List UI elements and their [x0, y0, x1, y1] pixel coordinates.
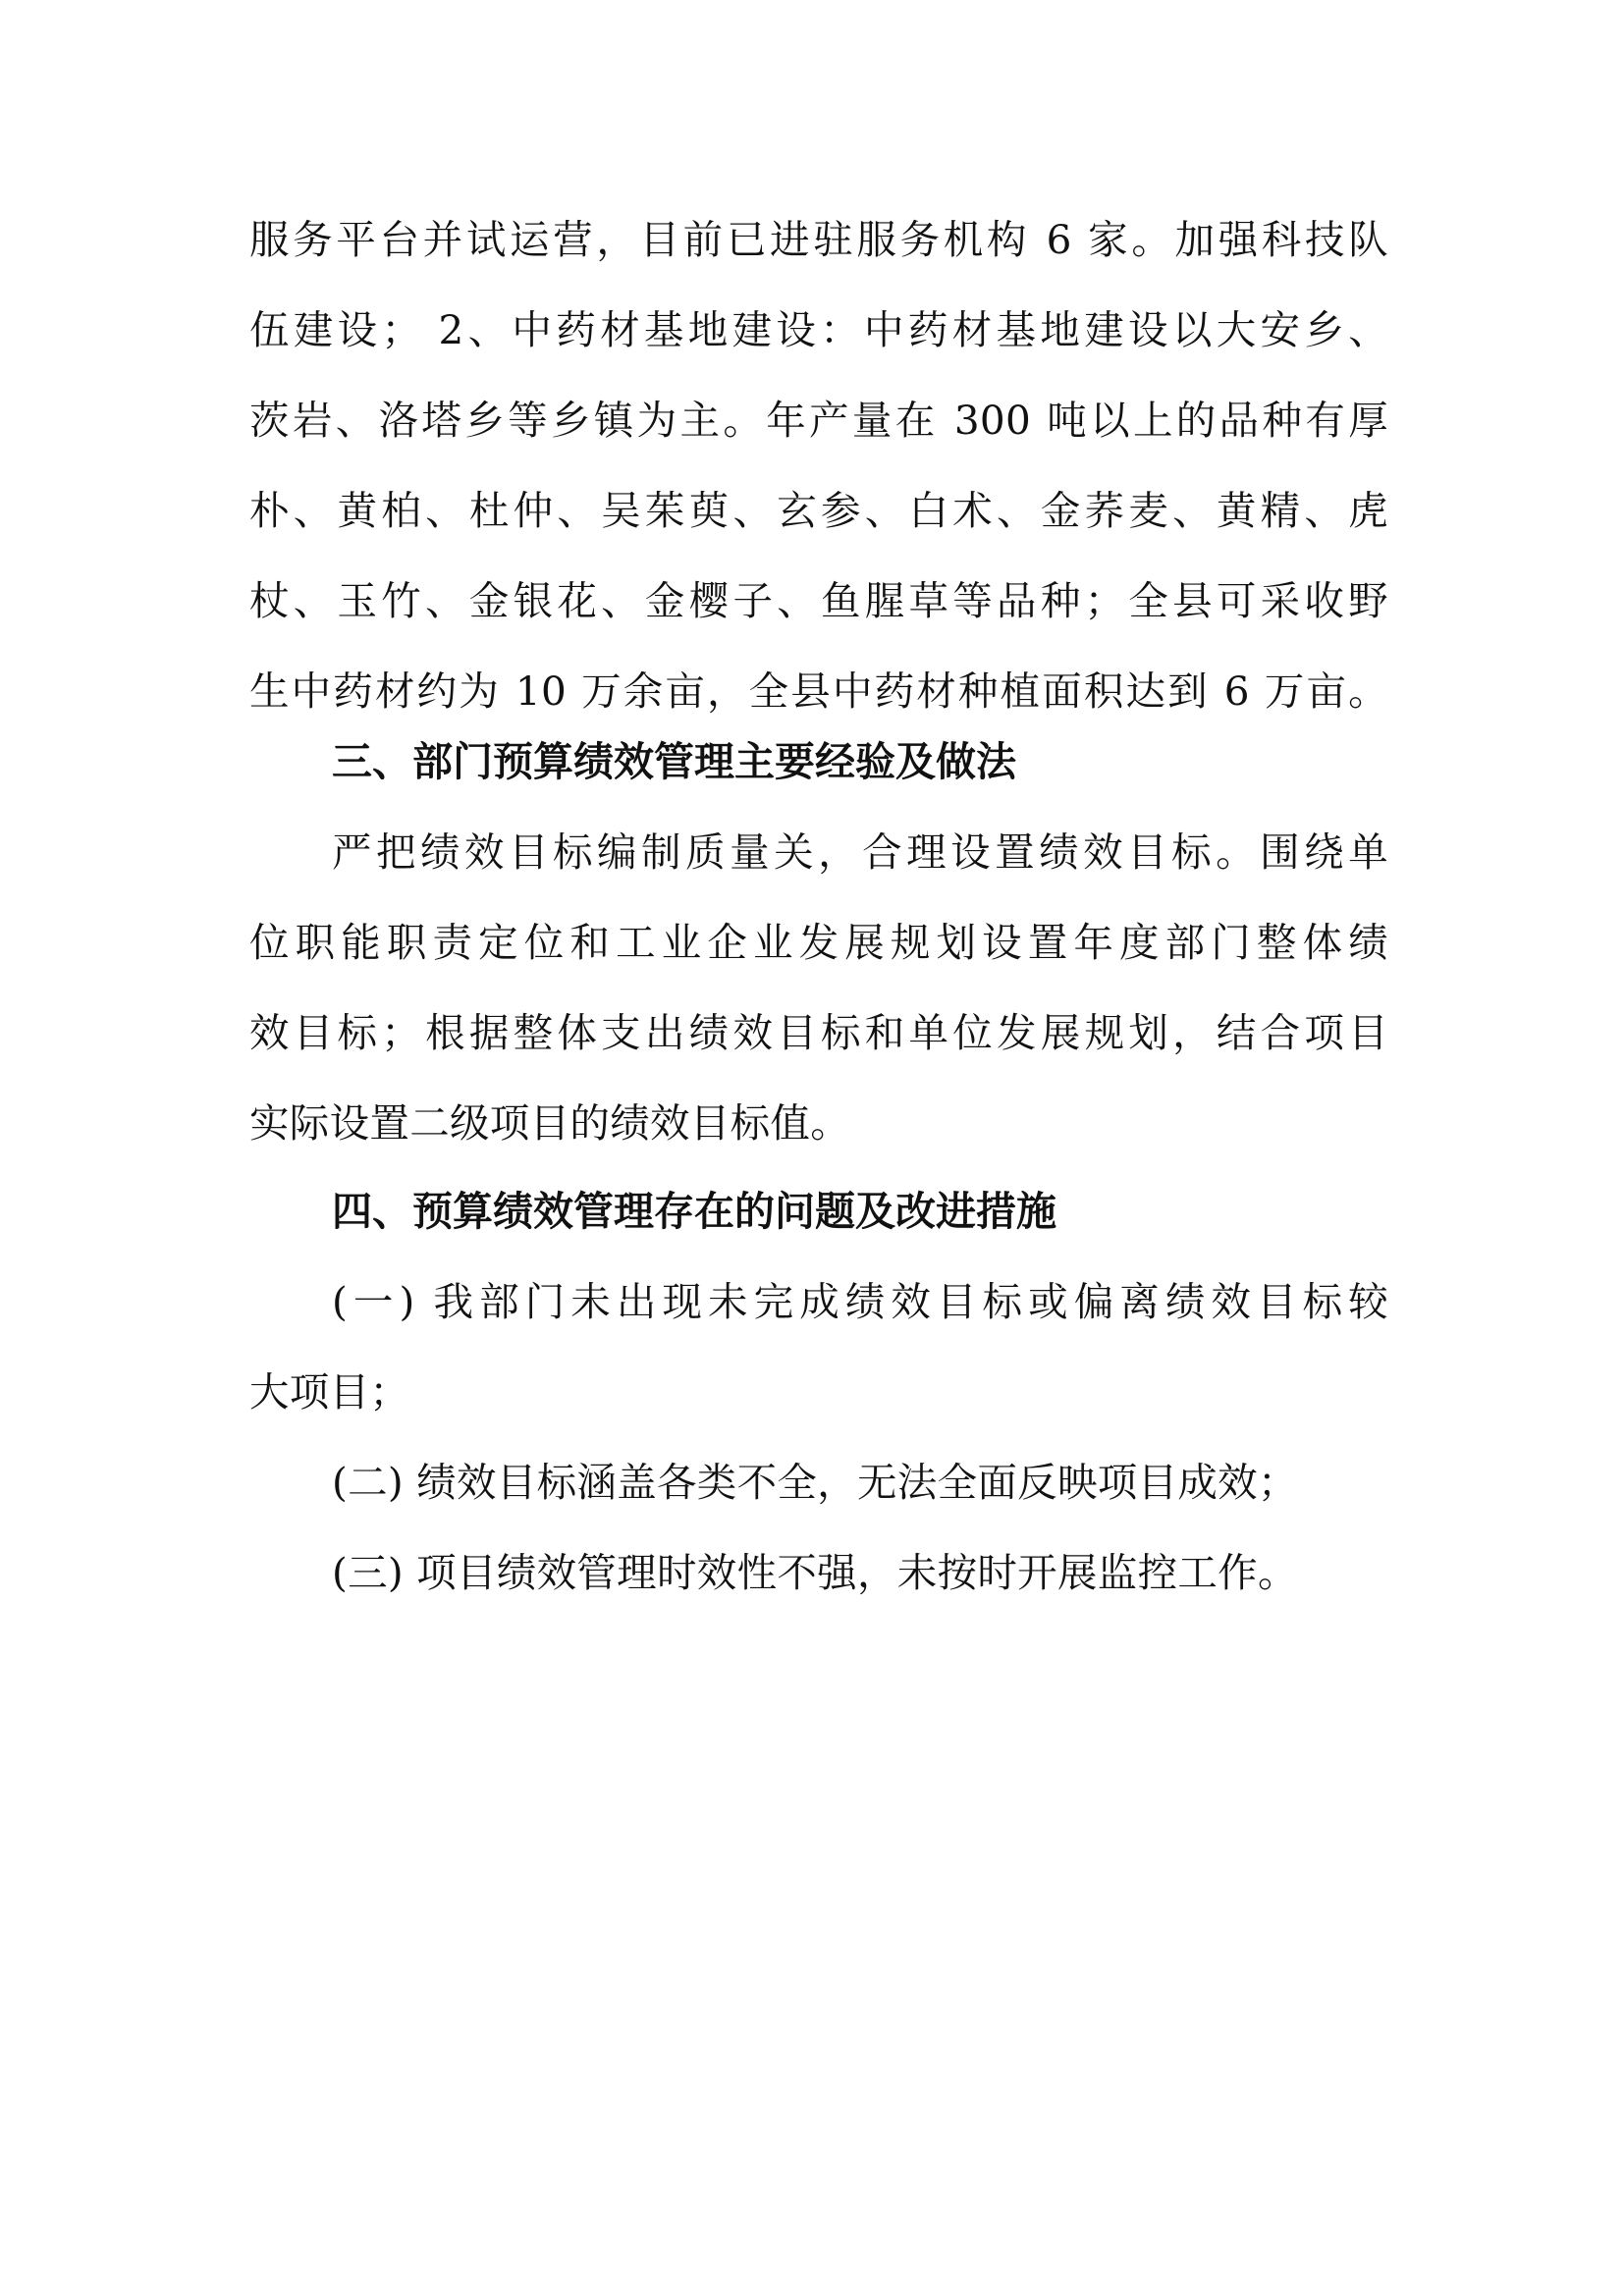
paragraph-experience [249, 807, 1388, 1168]
list-item-1-line-1: (一) 我部门未出现未完成绩效目标或偏离绩效目标较 [332, 1278, 1388, 1325]
paragraph-continuation [249, 194, 1388, 736]
section-heading-problems: 四、预算绩效管理存在的问题及改进措施 [332, 1188, 1056, 1235]
section-heading-experience: 三、部门预算绩效管理主要经验及做法 [332, 738, 1016, 785]
text-line: 效目标；根据整体支出绩效目标和单位发展规划，结合项目 [249, 1009, 1388, 1056]
text-line: 实际设置二级项目的绩效目标值。 [249, 1099, 850, 1147]
text-line: 位职能职责定位和工业企业发展规划设置年度部门整体绩 [249, 919, 1388, 966]
text-line: 服务平台并试运营，目前已进驻服务机构 6 家。加强科技队 [249, 216, 1388, 263]
list-item-1-line-2: 大项目； [249, 1368, 410, 1415]
text-line: 杖、玉竹、金银花、金樱子、鱼腥草等品种；全县可采收野 [249, 577, 1388, 624]
text-line: 生中药材约为 10 万余亩，全县中药材种植面积达到 6 万亩。 [249, 667, 1388, 715]
list-item-2: (二) 绩效目标涵盖各类不全，无法全面反映项目成效； [332, 1459, 1298, 1506]
list-item-3: (三) 项目绩效管理时效性不强，未按时开展监控工作。 [332, 1549, 1298, 1596]
text-line: 伍建设； 2、中药材基地建设：中药材基地建设以大安乡、 [249, 306, 1388, 353]
text-line: 朴、黄柏、杜仲、吴茱萸、玄参、白术、金荞麦、黄精、虎 [249, 487, 1388, 534]
text-line: 严把绩效目标编制质量关，合理设置绩效目标。围绕单 [332, 828, 1388, 876]
problem-list [249, 1256, 1388, 1618]
text-line: 茨岩、洛塔乡等乡镇为主。年产量在 300 吨以上的品种有厚 [249, 397, 1388, 444]
